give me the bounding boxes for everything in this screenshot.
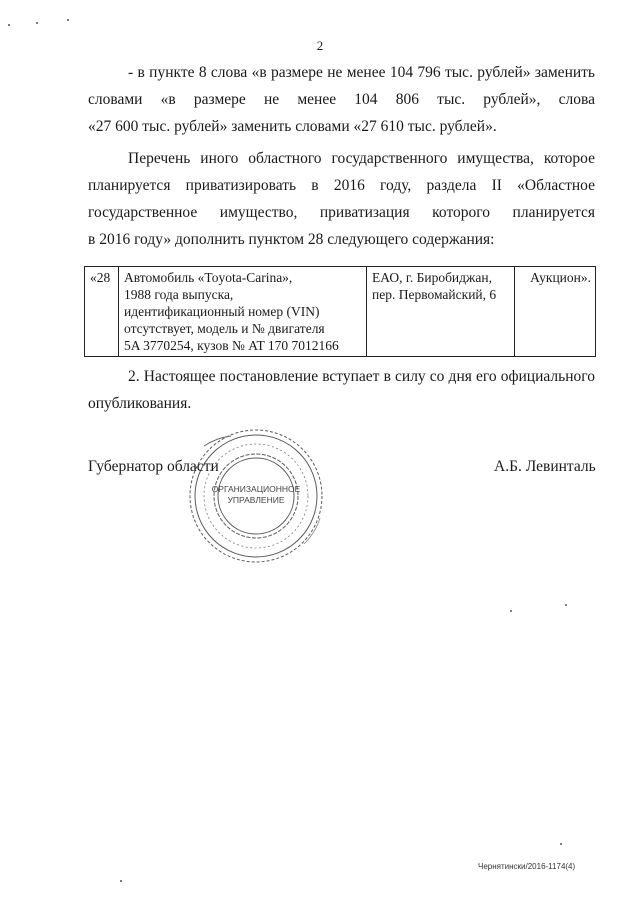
paragraph-line: опубликования. [88, 395, 192, 412]
item-number-cell: «28 [85, 267, 119, 357]
official-stamp [186, 426, 326, 566]
document-reference: Чернятински/2016-1174(4) [478, 862, 576, 871]
paragraph-line: планируется приватизировать в 2016 году, раздела II «Областное [88, 177, 595, 194]
description-line: отсутствует, модель и № двигателя [124, 321, 325, 336]
location-cell [367, 267, 515, 357]
property-table [84, 266, 596, 357]
location-line: пер. Первомайский, 6 [372, 287, 497, 302]
paragraph-line: в 2016 году» дополнить пунктом 28 следующего содержания: [88, 231, 495, 248]
paragraph-effective [88, 363, 595, 417]
scan-speck [510, 610, 512, 612]
method-text: Аукцион». [530, 270, 591, 285]
scan-speck [565, 604, 567, 606]
scan-speck [36, 22, 38, 24]
paragraph-line: словами «в размере не менее 104 806 тыс. рублей», слова [88, 91, 595, 108]
stamp-text-line1: ОРГАНИЗАЦИОННОЕ [211, 484, 301, 494]
page-number: 2 [316, 38, 324, 53]
description-line: 5A 3770254, кузов № AT 170 7012166 [124, 338, 339, 353]
method-cell [515, 267, 596, 357]
location-line: ЕАО, г. Биробиджан, [372, 270, 492, 285]
paragraph-line: Перечень иного областного государственного имущества, которое [128, 150, 595, 167]
scan-speck [8, 24, 10, 26]
description-line: 1988 года выпуска, [124, 287, 234, 302]
description-line: идентификационный номер (VIN) [124, 304, 320, 319]
paragraph-list-addition [88, 145, 595, 253]
scan-speck [67, 19, 69, 21]
stamp-text-line2: УПРАВЛЕНИЕ [227, 495, 285, 505]
signatory-position: Губернатор области [88, 458, 219, 475]
scan-speck [120, 880, 122, 882]
scan-speck [560, 843, 562, 845]
paragraph-line: «27 600 тыс. рублей» заменить словами «27 610 тыс. рублей». [88, 118, 497, 135]
description-cell [119, 267, 367, 357]
paragraph-line: государственное имущество, приватизация которого планируется [88, 204, 595, 221]
signatory-name: А.Б. Левинталь [494, 458, 596, 475]
paragraph-amendment [88, 59, 595, 140]
paragraph-line: - в пункте 8 слова «в размере не менее 104 796 тыс. рублей» заменить [128, 64, 595, 81]
description-line: Автомобиль «Toyota-Carina», [124, 270, 293, 285]
table-row [85, 267, 596, 357]
paragraph-line: 2. Настоящее постановление вступает в силу со дня его официального [128, 368, 595, 385]
